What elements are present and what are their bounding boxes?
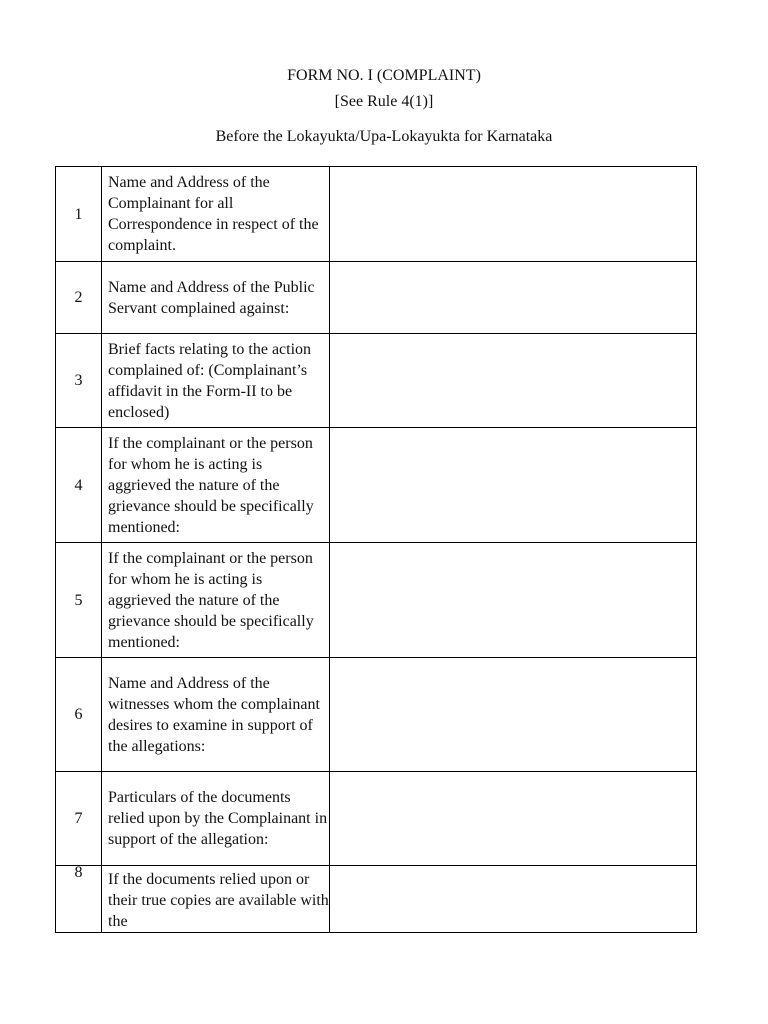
row-label: If the complainant or the person for whom he is acting is aggrieved the nature of the grievance should be specifically mentioned:	[102, 428, 330, 543]
row-label-cell	[102, 866, 330, 933]
form-row-4	[56, 428, 697, 543]
row-value-field[interactable]	[330, 334, 697, 428]
row-number: 8	[56, 866, 102, 933]
form-row-6	[56, 658, 697, 772]
form-title: FORM NO. I (COMPLAINT)	[287, 67, 481, 84]
row-label: Particulars of the documents relied upon by the Complainant in support of the allegation:	[102, 772, 330, 866]
row-label: If the documents relied upon or their true copies are available with the	[108, 871, 329, 929]
form-row-5	[56, 543, 697, 658]
row-label: Name and Address of the Public Servant complained against:	[102, 262, 330, 334]
row-number: 4	[56, 428, 102, 543]
form-row-7	[56, 772, 697, 866]
complaint-form-table	[55, 166, 697, 933]
form-row-2	[56, 262, 697, 334]
row-value-field[interactable]	[330, 167, 697, 262]
form-rule-reference: [See Rule 4(1)]	[334, 93, 434, 110]
form-row-1	[56, 167, 697, 262]
row-value-field[interactable]	[330, 658, 697, 772]
row-value-field[interactable]	[330, 428, 697, 543]
row-number: 3	[56, 334, 102, 428]
row-label: Name and Address of the Complainant for all Correspondence in respect of the complaint.	[102, 167, 330, 262]
row-label: If the complainant or the person for whom he is acting is aggrieved the nature of the grievance should be specifically mentioned:	[102, 543, 330, 658]
form-authority: Before the Lokayukta/Upa-Lokayukta for Karnataka	[215, 128, 553, 145]
form-row-8	[56, 866, 697, 933]
form-row-3	[56, 334, 697, 428]
row-value-field[interactable]	[330, 262, 697, 334]
row-number: 1	[56, 167, 102, 262]
row-label: Brief facts relating to the action complained of: (Complainant’s affidavit in the Form-II to be enclosed)	[102, 334, 330, 428]
row-label: Name and Address of the witnesses whom the complainant desires to examine in support of the allegations:	[102, 658, 330, 772]
row-number: 5	[56, 543, 102, 658]
row-number: 6	[56, 658, 102, 772]
row-value-field[interactable]	[330, 866, 697, 933]
row-value-field[interactable]	[330, 772, 697, 866]
row-number: 2	[56, 262, 102, 334]
row-value-field[interactable]	[330, 543, 697, 658]
row-number: 7	[56, 772, 102, 866]
